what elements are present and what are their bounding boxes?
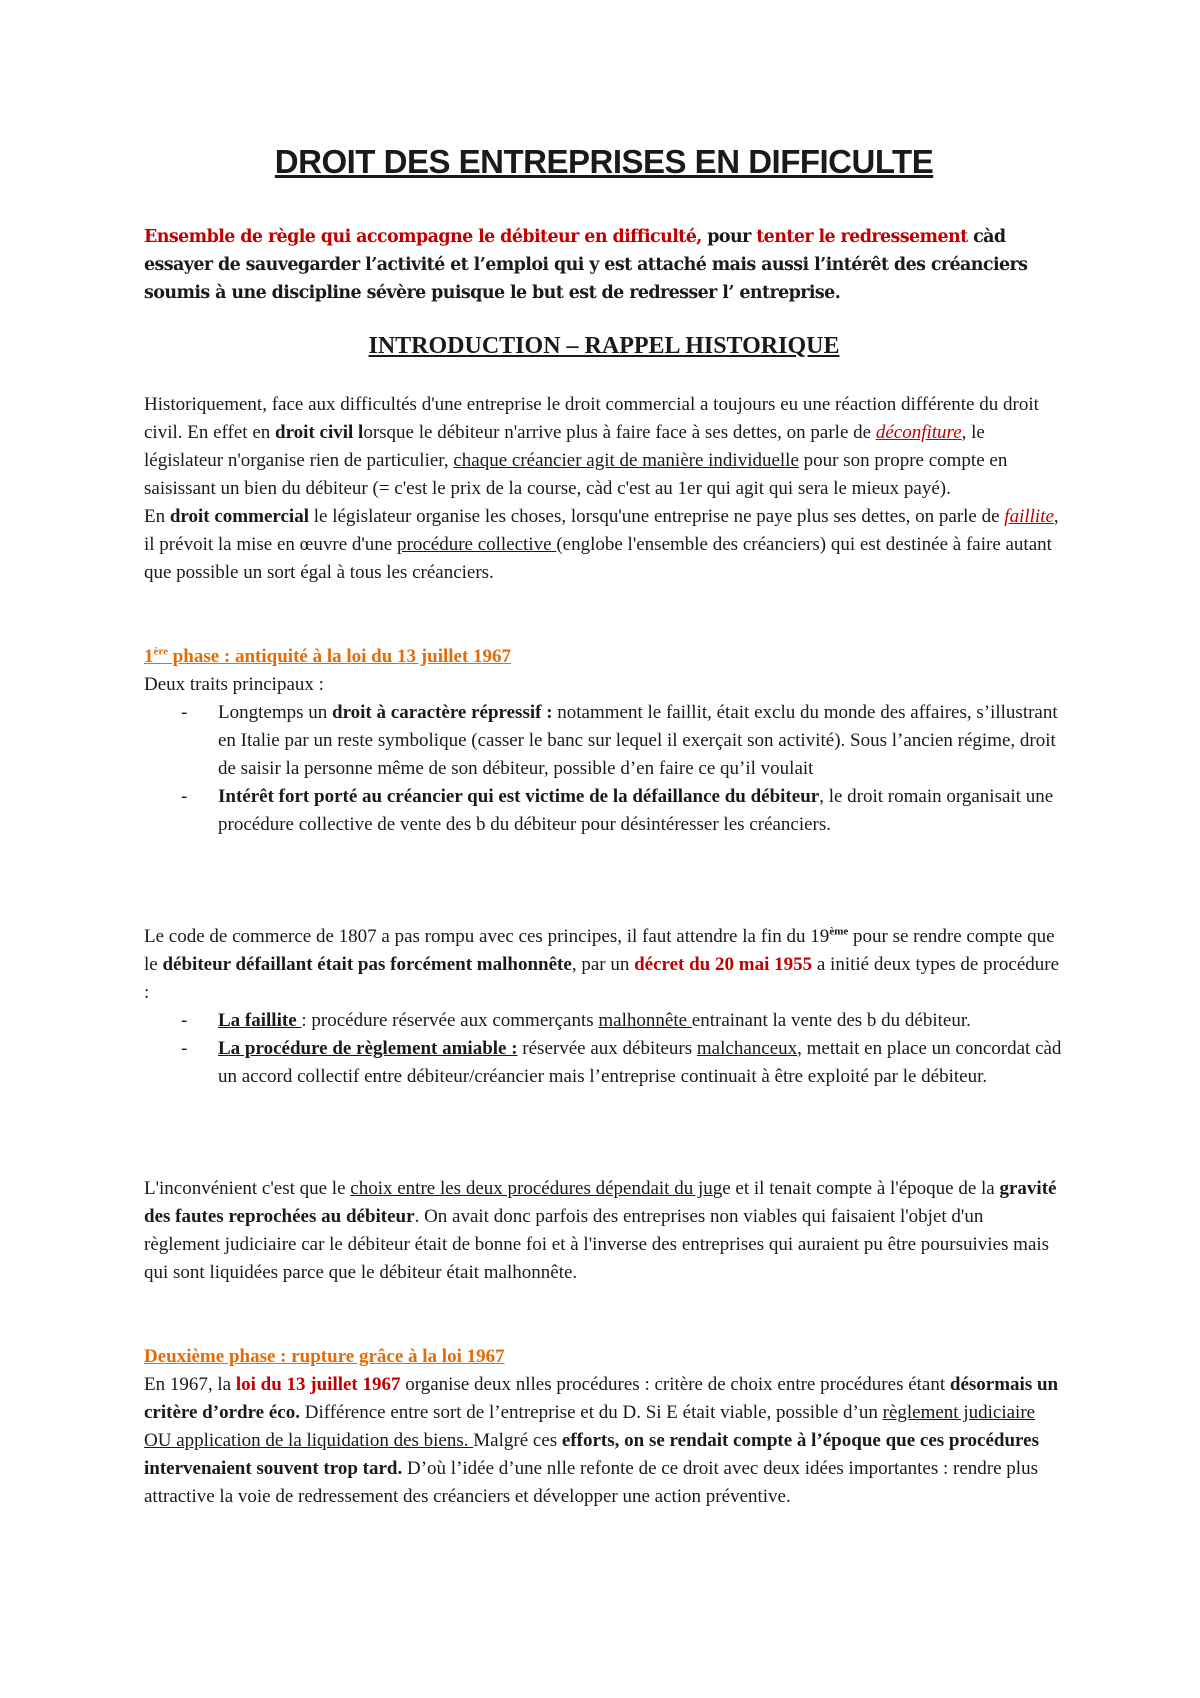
procedure-list [144, 1007, 1064, 1091]
text: pour son propre compte en saisissant un bien du débiteur (= c'est le prix de la course, càd c'est au 1er qui agit qui sera le mieux payé). [144, 450, 1008, 499]
bold-term: désormais un critère d’ordre éco. [144, 1374, 1059, 1423]
list-item [144, 1035, 1064, 1091]
underlined-text: malhonnête [598, 1010, 692, 1031]
text: notamment le faillit, était exclu du monde des affaires, s’illustrant en Italie par un reste symbolique (casser le banc sur lequel il exerçait son activité). Sous l’ancien régime, droit de saisir la personne même de son débiteur, possible d’en faire ce qu’il voulait [218, 702, 1058, 779]
law-highlight: loi du 13 juillet 1967 [235, 1374, 401, 1395]
code-1807-paragraph [144, 923, 1064, 1007]
phase2-section [144, 1343, 1064, 1511]
intro-highlight-2: tenter le redressement [756, 227, 968, 247]
underlined-text: malchanceux [696, 1038, 798, 1059]
code-1807-section [144, 923, 1064, 1091]
commercial-law-paragraph [144, 503, 1064, 587]
intro-paragraph [144, 223, 1064, 307]
bold-term: droit à caractère répressif : [332, 702, 553, 723]
text: a initié deux types de procédure : [144, 954, 1060, 1003]
intro-highlight-1: Ensemble de règle qui accompagne le débiteur en difficulté, [144, 227, 702, 247]
underlined-text: chaque créancier agit de manière individuelle [453, 450, 799, 471]
list-item-label: La procédure de règlement amiable : [218, 1038, 518, 1059]
text: entrainant la vente des b du débiteur. [691, 1010, 971, 1031]
bold-term: droit commercial [169, 506, 309, 527]
text: Différence entre sort de l’entreprise et du D. Si E était viable, possible d’un [299, 1402, 883, 1423]
underlined-text: règlement judiciaire OU application de la liquidation des biens. [144, 1402, 1036, 1451]
civil-law-paragraph [144, 391, 1064, 503]
phase1-heading-text: phase : antiquité à la loi du 13 juillet 1967 [167, 646, 512, 667]
bold-term: gravité des fautes reprochées au débiteur [144, 1178, 1057, 1227]
history-paragraph [144, 391, 1064, 587]
text: D’où l’idée d’une nlle refonte de ce droit avec deux idées importantes : rendre plus attractive la voie de redressement des créanciers et développer une action préventive. [144, 1458, 1038, 1507]
phase2-paragraph [144, 1371, 1064, 1511]
intro-text-2: càd essayer de sauvegarder l’activité et l’emploi qui y est attaché mais aussi l’intérêt des créanciers soumis à une discipline sévère puisque le but est de redresser l’ entreprise. [144, 227, 1028, 303]
text: (englobe l'ensemble des créanciers) qui est destinée à faire autant que possible un sort égal à tous les créanciers. [144, 534, 1052, 583]
text: Longtemps un [218, 702, 332, 723]
bold-term: efforts, on se rendait compte à l’époque que ces procédures intervenaient souvent trop tard. [144, 1430, 1039, 1479]
inconvenient-paragraph [144, 1175, 1064, 1287]
text: organise deux nlles procédures : critère de choix entre procédures étant [400, 1374, 950, 1395]
text: Le code de commerce de 1807 a pas rompu avec ces principes, il faut attendre la fin du 19 [144, 926, 830, 947]
document-title: DROIT DES ENTREPRISES EN DIFFICULTE [274, 143, 934, 180]
text: L'inconvénient c'est que le [144, 1178, 351, 1199]
deconfiture-link[interactable]: déconfiture [875, 422, 962, 443]
phase1-section [144, 643, 1064, 839]
phase1-heading [144, 643, 1064, 671]
text: , par un [571, 954, 635, 975]
text: : procédure réservée aux commerçants [301, 1010, 599, 1031]
phase2-heading: Deuxième phase : rupture grâce à la loi 1967 [144, 1346, 505, 1367]
intro-text-1: pour [701, 227, 757, 247]
list-item [144, 1007, 1064, 1035]
decree-highlight: décret du 20 mai 1955 [634, 954, 813, 975]
text: orsque le débiteur n'arrive plus à faire face à ses dettes, on parle de [363, 422, 876, 443]
text: le législateur organise les choses, lorsqu'une entreprise ne paye plus ses dettes, on parle de [308, 506, 1005, 527]
phase1-superscript: ère [153, 645, 168, 658]
underlined-text: choix entre les deux procédures dépendait du ju [350, 1178, 713, 1199]
faillite-link[interactable]: faillite [1004, 506, 1054, 527]
text: pour se rendre compte que le [144, 926, 1055, 975]
section-heading: INTRODUCTION – RAPPEL HISTORIQUE [368, 333, 840, 359]
bold-term: Intérêt fort porté au créancier qui est victime de la défaillance du débiteur [218, 786, 820, 807]
list-item [144, 783, 1064, 839]
text: , mettait en place un concordat càd un accord collectif entre débiteur/créancier mais l’entreprise continuait à être exploité par le débiteur. [218, 1038, 1062, 1087]
text: réservée aux débiteurs [517, 1038, 697, 1059]
superscript: ème [829, 925, 849, 938]
list-item-label: La faillite [218, 1010, 302, 1031]
text: Historiquement, face aux difficultés d'une entreprise le droit commercial a toujours eu une réaction différente du droit civil. En effet en [144, 394, 1039, 443]
underlined-text: procédure collective [397, 534, 557, 555]
bold-term: droit civil l [275, 422, 364, 443]
phase1-number: 1 [144, 646, 154, 667]
text: ge et il tenait compte à l'époque de la [712, 1178, 1000, 1199]
text: Malgré ces [473, 1430, 562, 1451]
bold-term: débiteur défaillant était pas forcément malhonnête [162, 954, 572, 975]
phase1-list [144, 699, 1064, 839]
text: En [144, 506, 170, 527]
list-item [144, 699, 1064, 783]
text: En 1967, la [144, 1374, 236, 1395]
text: , il prévoit la mise en œuvre d'une [144, 506, 1059, 555]
text: , le législateur n'organise rien de particulier, [144, 422, 985, 471]
text: , le droit romain organisait une procédure collective de vente des b du débiteur pour désintéresser les créanciers. [218, 786, 1054, 835]
text: . On avait donc parfois des entreprises non viables qui faisaient l'objet d'un règlement judiciaire car le débiteur était de bonne foi et à l'inverse des entreprises qui auraient pu être poursuivies mais qui sont liquidées parce que le débiteur était malhonnête. [144, 1206, 1050, 1283]
phase1-lead: Deux traits principaux : [144, 674, 324, 695]
